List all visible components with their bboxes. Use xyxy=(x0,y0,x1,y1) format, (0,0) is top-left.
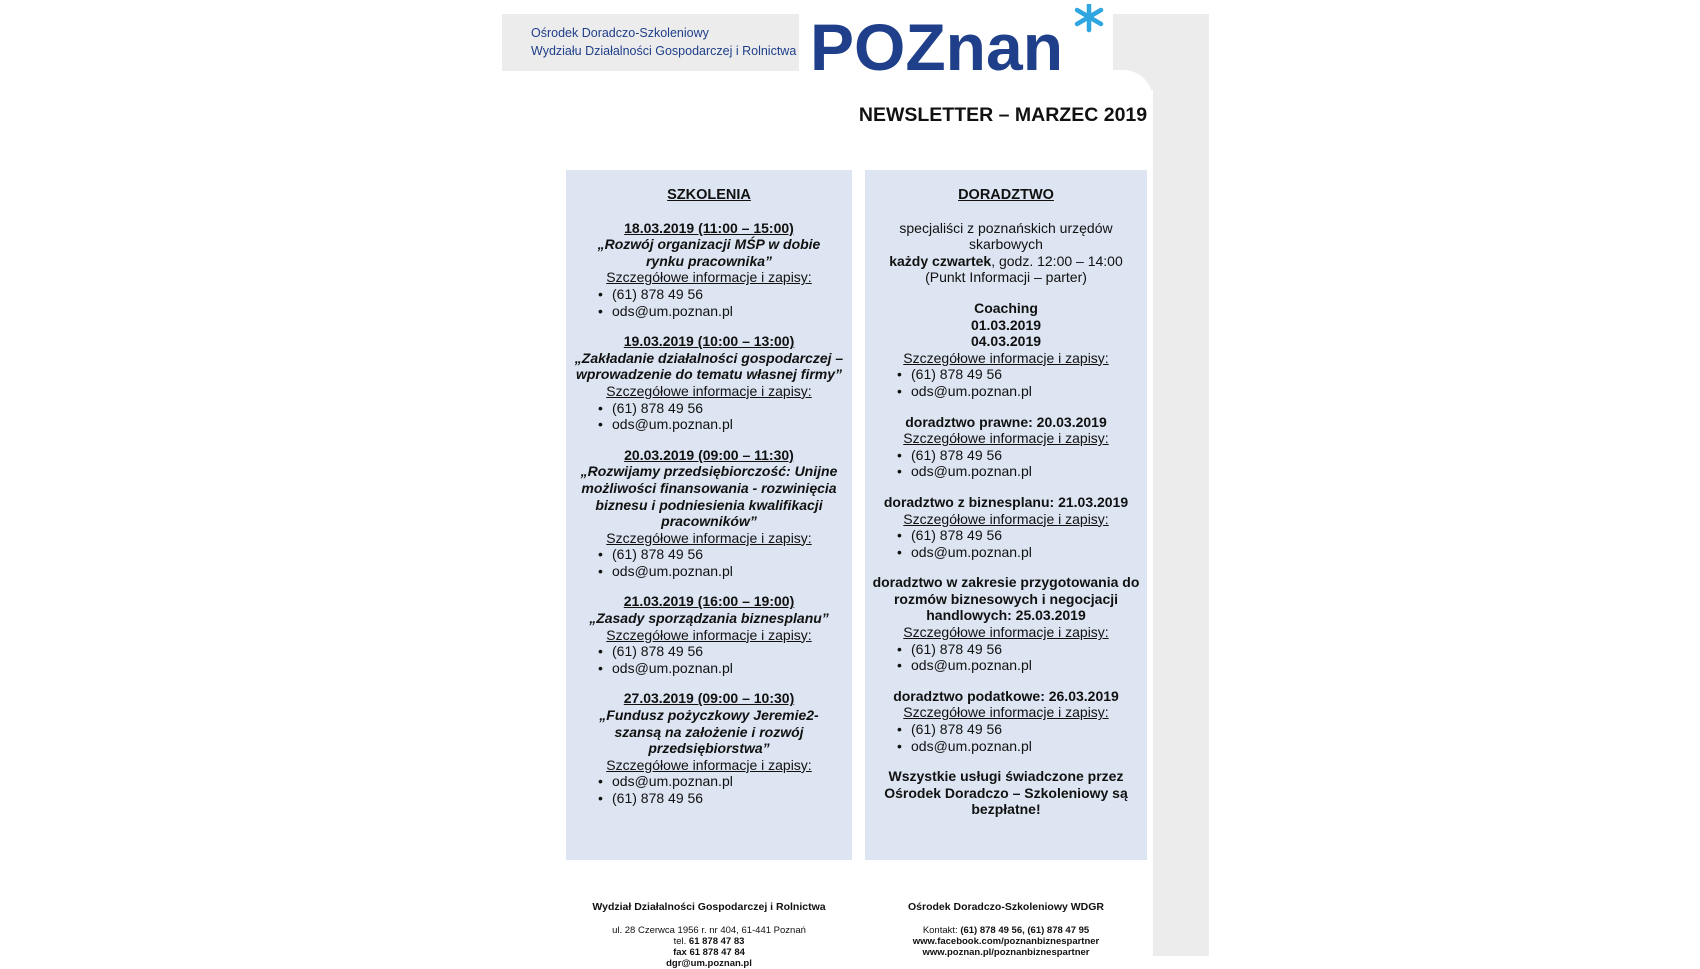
training-item xyxy=(572,333,846,433)
advice-item xyxy=(871,414,1141,480)
training-topic: „Rozwój organizacji MŚP w dobie rynku pracownika” xyxy=(597,236,821,269)
logo-text: POZnan xyxy=(810,10,1064,74)
advice-title: doradztwo prawne: 20.03.2019 xyxy=(905,413,1107,430)
intro-schedule: każdy czwartek, godz. 12:00 – 14:00 xyxy=(889,252,1123,269)
intro-line: specjaliści z poznańskich urzędów skarbowych xyxy=(899,219,1113,253)
footer-contact: Kontakt: (61) 878 49 56, (61) 878 47 95 xyxy=(922,925,1090,936)
training-topic: „Zakładanie działalności gospodarczej – wprowadzenie do tematu własnej firmy” xyxy=(574,349,844,383)
coaching-item xyxy=(871,300,1141,400)
training-date: 21.03.2019 (16:00 – 19:00) xyxy=(623,593,795,610)
training-topic: „Fundusz pożyczkowy Jeremie2- szansą na założenie i rozwój przedsiębiorstwa” xyxy=(599,707,819,757)
advice-item xyxy=(871,494,1141,560)
contact-phone: • (61) 878 49 56 xyxy=(897,641,1141,658)
training-info-link[interactable]: Szczegółowe informacje i zapisy: xyxy=(606,382,812,399)
contact-phone: • (61) 878 49 56 xyxy=(598,286,846,303)
advice-item xyxy=(871,574,1141,674)
training-item xyxy=(572,690,846,806)
contact-phone: • (61) 878 49 56 xyxy=(897,447,1141,464)
doradztwo-heading: DORADZTWO xyxy=(958,187,1054,203)
contact-email[interactable]: • ods@um.poznan.pl xyxy=(897,657,1141,674)
training-topic: „Zasady sporządzania biznesplanu” xyxy=(589,610,829,627)
closing-note: Wszystkie usługi świadczone przez Ośrodek Doradczo – Szkoleniowy są bezpłatne! xyxy=(884,768,1128,818)
intro-location: (Punkt Informacji – parter) xyxy=(925,269,1087,286)
advice-info-link[interactable]: Szczegółowe informacje i zapisy: xyxy=(903,430,1109,447)
szkolenia-column xyxy=(572,187,846,821)
footer-address: ul. 28 Czerwca 1956 r. nr 404, 61-441 Poznań xyxy=(612,925,806,936)
contact-email[interactable]: • ods@um.poznan.pl xyxy=(598,773,846,790)
footer-right xyxy=(865,902,1147,958)
contact-phone: • (61) 878 49 56 xyxy=(897,527,1141,544)
coaching-date: 04.03.2019 xyxy=(970,333,1042,350)
contact-email[interactable]: • ods@um.poznan.pl xyxy=(598,303,846,320)
contact-email[interactable]: • ods@um.poznan.pl xyxy=(598,416,846,433)
doradztwo-column xyxy=(871,187,1141,818)
contact-phone: • (61) 878 49 56 xyxy=(897,721,1141,738)
header-org-text xyxy=(531,24,796,60)
contact-email[interactable]: • ods@um.poznan.pl xyxy=(897,383,1141,400)
advice-title: doradztwo z biznesplanu: 21.03.2019 xyxy=(883,493,1129,510)
footer-tel: tel. 61 878 47 83 xyxy=(673,936,745,947)
advice-info-link[interactable]: Szczegółowe informacje i zapisy: xyxy=(903,624,1109,641)
training-date: 20.03.2019 (09:00 – 11:30) xyxy=(624,446,794,463)
advice-info-link[interactable]: Szczegółowe informacje i zapisy: xyxy=(903,704,1109,721)
advice-item xyxy=(871,688,1141,754)
contact-email[interactable]: • ods@um.poznan.pl xyxy=(598,660,846,677)
footer-fax: fax 61 878 47 84 xyxy=(673,947,745,958)
org-line-1: Ośrodek Doradczo-Szkoleniowy xyxy=(531,26,709,40)
training-info-link[interactable]: Szczegółowe informacje i zapisy: xyxy=(606,626,812,643)
footer-right-heading: Ośrodek Doradczo-Szkoleniowy WDGR xyxy=(907,901,1105,913)
training-info-link[interactable]: Szczegółowe informacje i zapisy: xyxy=(606,756,812,773)
footer-web-link[interactable]: www.poznan.pl/poznanbiznespartner xyxy=(922,947,1090,958)
advice-info-link[interactable]: Szczegółowe informacje i zapisy: xyxy=(903,510,1109,527)
footer-left-heading: Wydział Działalności Gospodarczej i Rolnictwa xyxy=(592,901,826,913)
advice-info-link[interactable]: Szczegółowe informacje i zapisy: xyxy=(903,349,1109,366)
footer-email[interactable]: dgr@um.poznan.pl xyxy=(666,958,752,969)
training-date: 27.03.2019 (09:00 – 10:30) xyxy=(623,690,795,707)
asterisk-icon xyxy=(1077,4,1101,30)
coaching-title: Coaching xyxy=(974,299,1038,316)
org-line-2: Wydziału Działalności Gospodarczej i Rolnictwa xyxy=(531,44,797,58)
szkolenia-heading: SZKOLENIA xyxy=(667,187,751,203)
advice-title: doradztwo w zakresie przygotowania do rozmów biznesowych i negocjacji handlowych: 25.03.2019 xyxy=(872,574,1140,624)
contact-email[interactable]: • ods@um.poznan.pl xyxy=(897,738,1141,755)
poznan-logo xyxy=(808,4,1113,74)
contact-phone: • (61) 878 49 56 xyxy=(598,400,846,417)
training-date: 18.03.2019 (11:00 – 15:00) xyxy=(624,219,794,236)
coaching-date: 01.03.2019 xyxy=(970,316,1042,333)
training-date: 19.03.2019 (10:00 – 13:00) xyxy=(623,333,795,350)
contact-phone: • (61) 878 49 56 xyxy=(598,790,846,807)
footer-facebook-link[interactable]: www.facebook.com/poznanbiznespartner xyxy=(912,936,1100,947)
training-item xyxy=(572,593,846,676)
footer-left xyxy=(566,902,852,969)
training-item xyxy=(572,220,846,320)
contact-email[interactable]: • ods@um.poznan.pl xyxy=(598,563,846,580)
training-topic: „Rozwijamy przedsiębiorczość: Unijne możliwości finansowania - rozwinięcia biznesu i podniesienia kwalifikacji pracowników” xyxy=(580,463,838,530)
contact-email[interactable]: • ods@um.poznan.pl xyxy=(897,463,1141,480)
page-title: NEWSLETTER – MARZEC 2019 xyxy=(858,104,1148,126)
tax-advice-intro xyxy=(871,220,1141,286)
training-item xyxy=(572,447,846,580)
advice-title: doradztwo podatkowe: 26.03.2019 xyxy=(893,687,1119,704)
contact-phone: • (61) 878 49 56 xyxy=(897,366,1141,383)
contact-phone: • (61) 878 49 56 xyxy=(598,643,846,660)
contact-phone: • (61) 878 49 56 xyxy=(598,546,846,563)
training-info-link[interactable]: Szczegółowe informacje i zapisy: xyxy=(606,529,812,546)
training-info-link[interactable]: Szczegółowe informacje i zapisy: xyxy=(606,269,812,286)
contact-email[interactable]: • ods@um.poznan.pl xyxy=(897,544,1141,561)
